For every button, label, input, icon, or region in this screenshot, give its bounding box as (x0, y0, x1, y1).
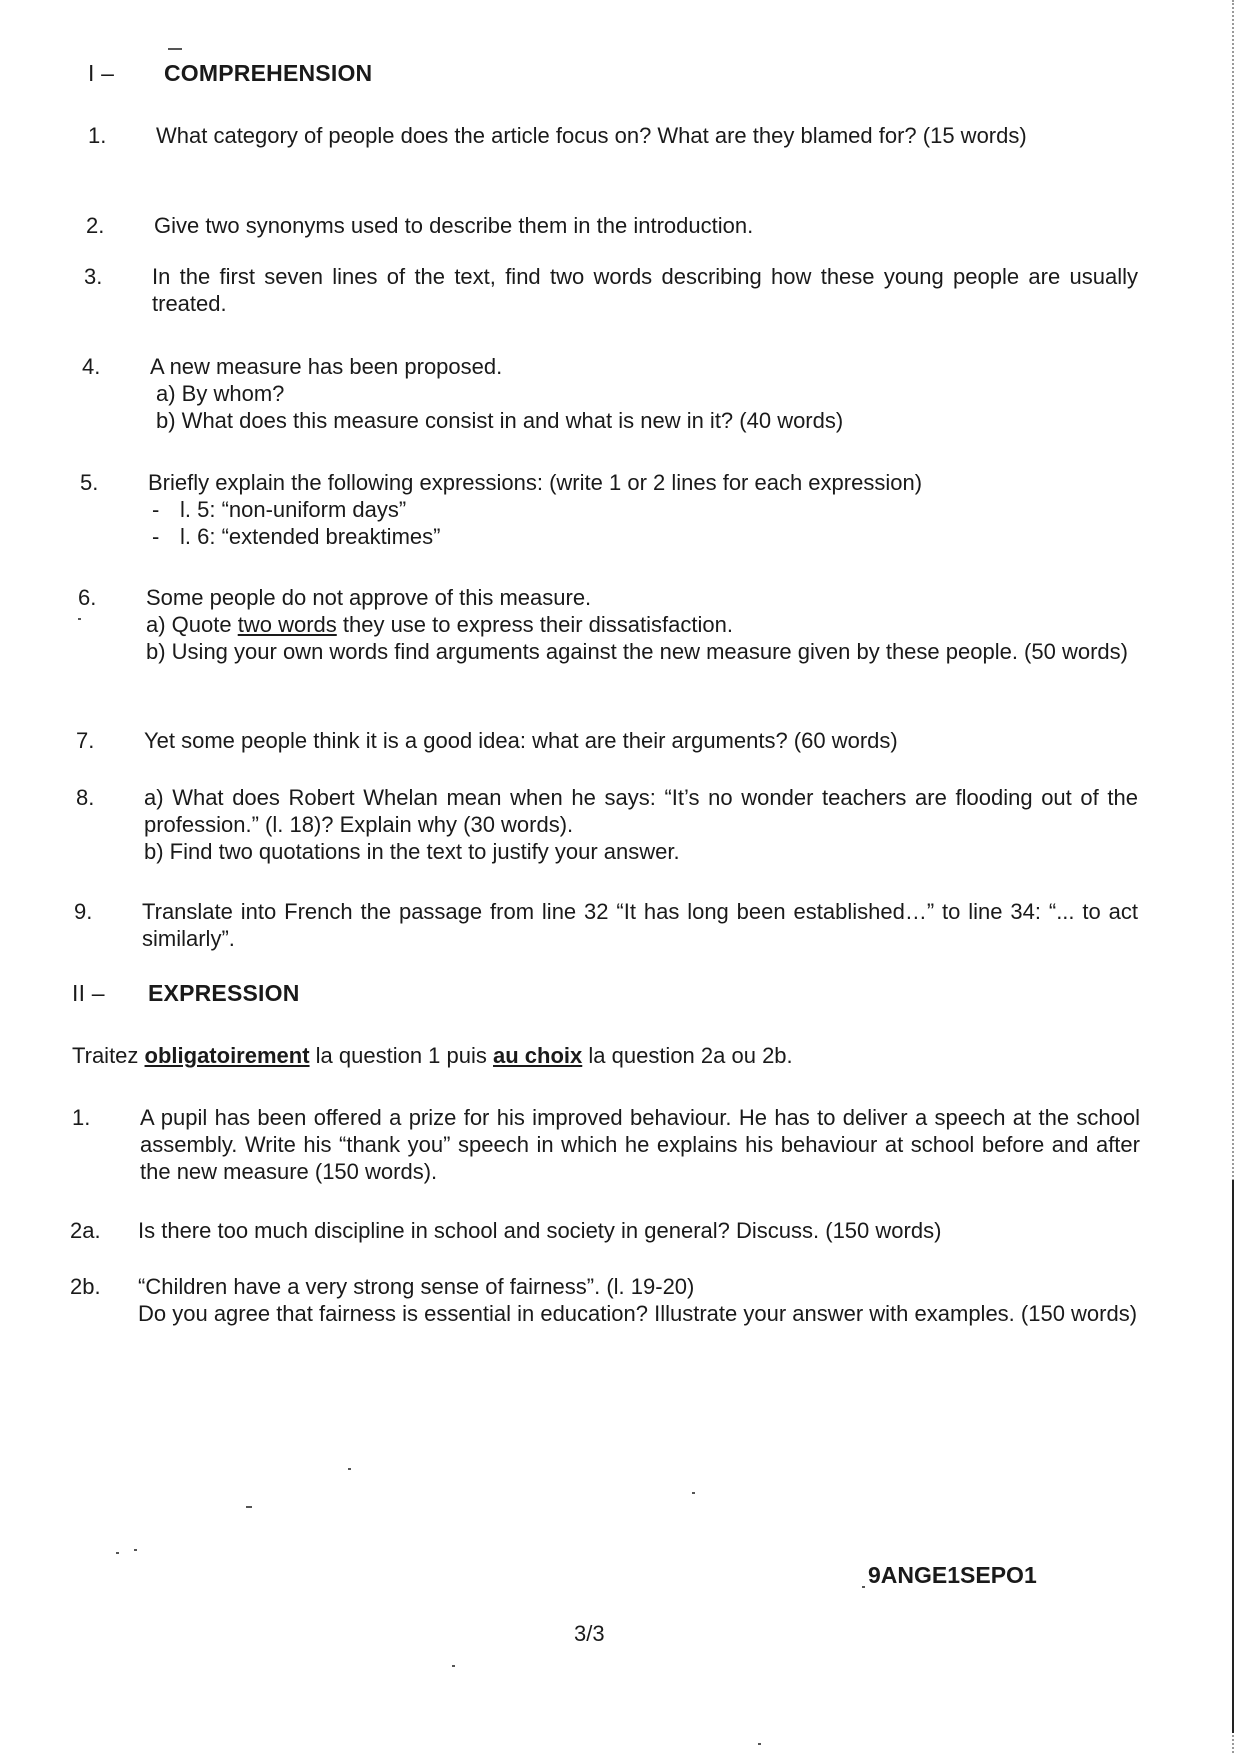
question-text: Is there too much discipline in school and society in general? Discuss. (150 words) (138, 1218, 942, 1243)
question-text: Yet some people think it is a good idea: what are their arguments? (60 words) (144, 728, 898, 753)
question-7 (76, 727, 1138, 754)
question-number: 1. (88, 123, 107, 148)
question-3 (84, 263, 1138, 317)
section-title: COMPREHENSION (164, 60, 373, 86)
scan-speck (692, 1492, 695, 1494)
question-5 (80, 469, 1138, 550)
section-numeral: II – (72, 980, 105, 1006)
expression-question-2a (70, 1217, 1140, 1244)
question-4 (82, 353, 1138, 434)
question-number: 4. (82, 354, 101, 379)
question-number: 5. (80, 470, 99, 495)
expression-question-1 (72, 1104, 1140, 1185)
instruction-emphasis: obligatoirement (144, 1043, 310, 1068)
question-intro: Some people do not approve of this measure. (146, 585, 592, 610)
scan-speck (348, 1468, 351, 1470)
scan-speck (134, 1549, 137, 1551)
question-number: 9. (74, 899, 93, 924)
question-text: Do you agree that fairness is essential in education? Illustrate your answer with examples. (150 words) (138, 1301, 1138, 1326)
question-text: A pupil has been offered a prize for his improved behaviour. He has to deliver a speech at the school assembly. Write his “thank you” speech in which he explains his behaviour at school before and after the new measure (150 words). (140, 1105, 1140, 1184)
question-number: 2a. (70, 1218, 101, 1243)
scan-speck (452, 1665, 455, 1667)
question-9 (74, 898, 1138, 952)
exam-code: 9ANGE1SEPO1 (868, 1562, 1037, 1588)
question-intro: A new measure has been proposed. (150, 354, 503, 379)
question-number: 8. (76, 785, 95, 810)
question-8 (76, 784, 1138, 865)
instruction-emphasis: au choix (493, 1043, 583, 1068)
expression-question-2b (70, 1273, 1140, 1327)
question-text: In the first seven lines of the text, find two words describing how these young people are usually treated. (152, 264, 1138, 316)
question-part-a: a) By whom? (156, 381, 285, 406)
scan-speck (168, 48, 182, 50)
question-6 (78, 584, 1138, 665)
section-comprehension-heading (88, 60, 372, 87)
question-intro: Briefly explain the following expressions: (write 1 or 2 lines for each expression) (148, 470, 923, 495)
question-number: 2. (86, 213, 105, 238)
question-text: Give two synonyms used to describe them in the introduction. (154, 213, 754, 238)
scan-speck (116, 1552, 119, 1554)
question-number: 3. (84, 264, 103, 289)
question-part-a: a) What does Robert Whelan mean when he says: “It’s no wonder teachers are flooding out of the profession.” (l. 18)? Explain why (30 words). (144, 785, 1138, 837)
question-number: 6. (78, 585, 97, 610)
page-number: 3/3 (574, 1621, 605, 1646)
question-number: 7. (76, 728, 95, 753)
question-part-b: b) Using your own words find arguments against the new measure given by these people. (50 words) (146, 639, 1128, 664)
scan-speck (758, 1743, 761, 1745)
section-expression-heading (72, 980, 300, 1007)
section-numeral: I – (88, 60, 115, 86)
scan-edge-line (1232, 1180, 1234, 1733)
question-text: Translate into French the passage from line 32 “It has long been established…” to line 34: “... to act similarly”. (142, 899, 1138, 951)
question-number: 1. (72, 1105, 91, 1130)
question-quote: “Children have a very strong sense of fairness”. (l. 19-20) (138, 1274, 695, 1299)
question-part-b: b) What does this measure consist in and what is new in it? (40 words) (156, 408, 844, 433)
question-number: 2b. (70, 1274, 101, 1299)
question-part-b: b) Find two quotations in the text to justify your answer. (144, 839, 680, 864)
question-part-a: a) Quote two words they use to express their dissatisfaction. (146, 612, 733, 637)
expression-item-2: - l. 6: “extended breaktimes” (152, 524, 441, 549)
expression-instruction: Traitez obligatoirement la question 1 puis au choix la question 2a ou 2b. (72, 1043, 793, 1068)
section-title: EXPRESSION (148, 980, 300, 1006)
scan-speck (246, 1506, 252, 1508)
question-text: What category of people does the article focus on? What are they blamed for? (15 words) (156, 123, 1027, 148)
expression-item-1: - l. 5: “non-uniform days” (152, 497, 407, 522)
question-2 (86, 212, 1138, 239)
scan-speck (862, 1586, 865, 1588)
question-1 (88, 122, 1140, 149)
